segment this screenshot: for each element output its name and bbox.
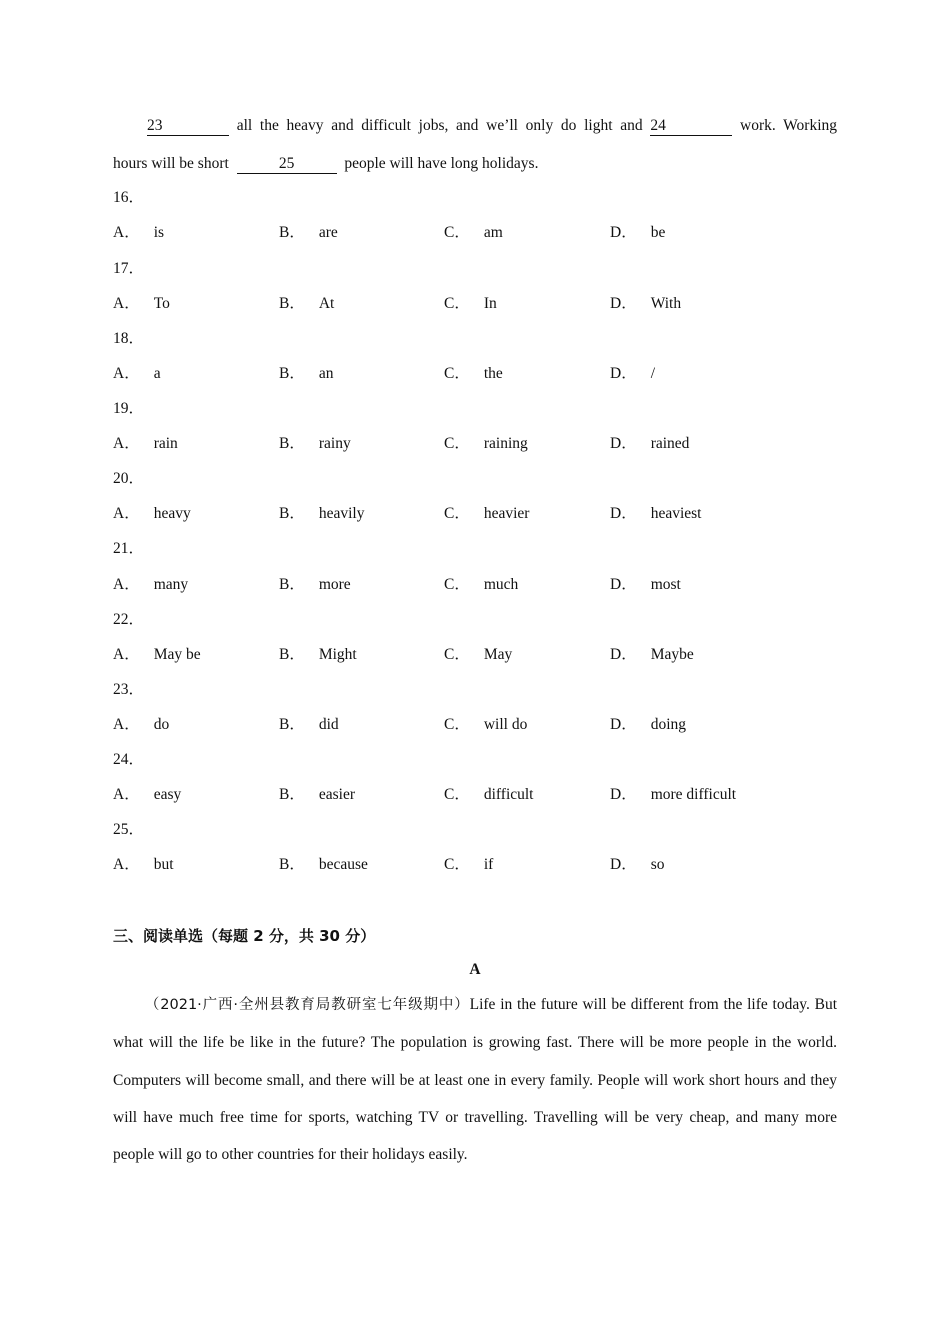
option-d[interactable]: D． heaviest bbox=[610, 505, 702, 522]
option-d[interactable]: D． so bbox=[610, 856, 665, 873]
option-b[interactable]: B． At bbox=[279, 295, 335, 312]
cloze-text: hours will be short bbox=[113, 155, 229, 172]
question-number: 24． bbox=[113, 751, 145, 768]
option-a[interactable]: A． rain bbox=[113, 435, 178, 452]
question-number: 20． bbox=[113, 470, 145, 487]
option-d[interactable]: D． doing bbox=[610, 716, 687, 733]
option-c[interactable]: C． if bbox=[444, 856, 494, 873]
question-number: 17． bbox=[113, 260, 145, 277]
question-options bbox=[113, 364, 837, 384]
question-options bbox=[113, 715, 837, 735]
option-a[interactable]: A． many bbox=[113, 576, 189, 593]
option-a[interactable]: A． May be bbox=[113, 646, 201, 663]
option-d[interactable]: D． With bbox=[610, 295, 682, 312]
option-b[interactable]: B． rainy bbox=[279, 435, 351, 452]
option-a[interactable]: A． heavy bbox=[113, 505, 191, 522]
option-a[interactable]: A． do bbox=[113, 716, 170, 733]
option-c[interactable]: C． the bbox=[444, 365, 503, 382]
question-options bbox=[113, 434, 837, 454]
option-a[interactable]: A． but bbox=[113, 856, 174, 873]
option-c[interactable]: C． difficult bbox=[444, 786, 534, 803]
option-d[interactable]: D． / bbox=[610, 365, 656, 382]
option-d[interactable]: D． be bbox=[610, 224, 666, 241]
option-c[interactable]: C． In bbox=[444, 295, 497, 312]
option-b[interactable]: B． easier bbox=[279, 786, 355, 803]
option-c[interactable]: C． am bbox=[444, 224, 503, 241]
question-options bbox=[113, 645, 837, 665]
option-b[interactable]: B． Might bbox=[279, 646, 357, 663]
question-options bbox=[113, 785, 837, 805]
option-d[interactable]: D． most bbox=[610, 576, 681, 593]
blank-24: 24 bbox=[650, 117, 732, 136]
question-options bbox=[113, 223, 837, 243]
question-number: 23． bbox=[113, 681, 145, 698]
passage-text: Life in the future will be different from the life today. But what will the life be like in the future? The population is growing fast. There will be more people in the world. Computers will become small, and there will be at least one in every family. People will work short hours and they will have much free time for sports, watching TV or travelling. Travelling will be very cheap, and many more people will go to other countries for their holidays easily. bbox=[113, 996, 837, 1164]
question-options bbox=[113, 504, 837, 524]
question-number: 21． bbox=[113, 540, 145, 557]
question-number: 18． bbox=[113, 330, 145, 347]
question-options bbox=[113, 855, 837, 875]
option-d[interactable]: D． more difficult bbox=[610, 786, 737, 803]
option-a[interactable]: A． easy bbox=[113, 786, 182, 803]
option-a[interactable]: A． is bbox=[113, 224, 165, 241]
option-b[interactable]: B． an bbox=[279, 365, 334, 382]
question-number: 19． bbox=[113, 400, 145, 417]
option-a[interactable]: A． a bbox=[113, 365, 161, 382]
option-b[interactable]: B． are bbox=[279, 224, 338, 241]
option-c[interactable]: C． May bbox=[444, 646, 513, 663]
question-options bbox=[113, 294, 837, 314]
question-number: 25． bbox=[113, 821, 145, 838]
blank-25: 25 bbox=[237, 155, 337, 174]
option-b[interactable]: B． heavily bbox=[279, 505, 365, 522]
option-a[interactable]: A． To bbox=[113, 295, 170, 312]
passage-source: （2021·广西·全州县教育局教研室七年级期中） bbox=[144, 997, 470, 1013]
option-c[interactable]: C． will do bbox=[444, 716, 528, 733]
question-options bbox=[113, 575, 837, 595]
option-c[interactable]: C． much bbox=[444, 576, 519, 593]
question-number: 16． bbox=[113, 189, 145, 206]
passage-paragraph bbox=[113, 986, 837, 1173]
option-d[interactable]: D． Maybe bbox=[610, 646, 694, 663]
question-number: 22． bbox=[113, 611, 145, 628]
cloze-line-1 bbox=[113, 116, 837, 136]
option-b[interactable]: B． because bbox=[279, 856, 368, 873]
section-heading: 三、阅读单选（每题 2 分，共 30 分） bbox=[113, 927, 376, 945]
option-c[interactable]: C． raining bbox=[444, 435, 528, 452]
option-d[interactable]: D． rained bbox=[610, 435, 690, 452]
option-c[interactable]: C． heavier bbox=[444, 505, 530, 522]
passage-title: A bbox=[469, 961, 481, 978]
option-b[interactable]: B． did bbox=[279, 716, 339, 733]
cloze-text: all the heavy and difficult jobs, and we’ll only do light and bbox=[236, 117, 643, 134]
cloze-text: people will have long holidays. bbox=[344, 155, 539, 172]
cloze-text: work. Working bbox=[740, 117, 838, 134]
cloze-line-2 bbox=[113, 154, 837, 174]
blank-23: 23 bbox=[147, 117, 229, 136]
option-b[interactable]: B． more bbox=[279, 576, 351, 593]
